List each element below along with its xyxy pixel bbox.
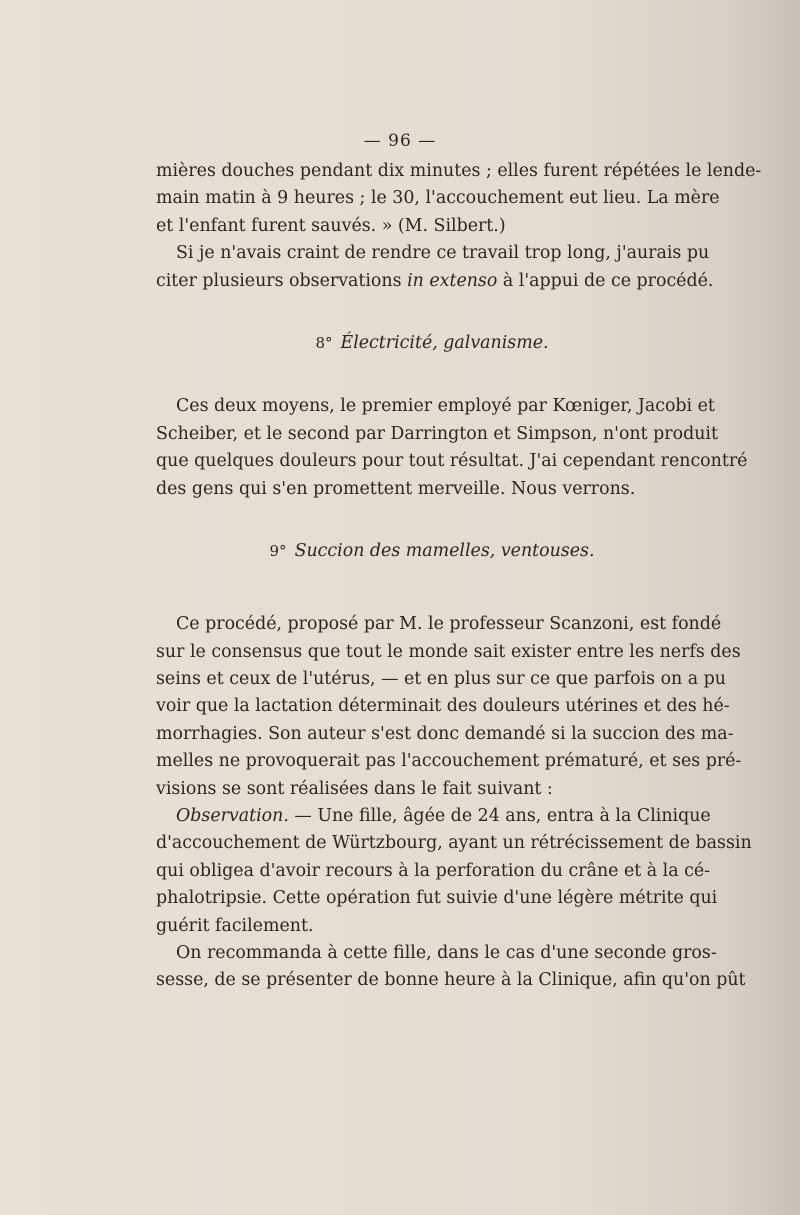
section-title: Succion des mamelles, ventouses. <box>294 540 595 561</box>
section-heading-8 <box>156 330 708 357</box>
text-line: sur le consensus que tout le monde sait exister entre les nerfs des <box>156 641 741 662</box>
text-line: qui obligea d'avoir recours à la perforation du crâne et à la cé- <box>156 860 711 881</box>
paragraph-4 <box>156 611 742 803</box>
paragraph-1 <box>156 158 762 240</box>
text-line: Ces deux moyens, le premier employé par Kœniger, Jacobi et <box>176 396 715 417</box>
text-line: sesse, de se présenter de bonne heure à la Clinique, afin qu'on pût <box>156 970 746 991</box>
text-run: citer plusieurs observations <box>156 270 408 291</box>
page-number: — 96 — <box>363 131 437 151</box>
text-run: — Une fille, âgée de 24 ans, entra à la Clinique <box>288 806 711 827</box>
italic-phrase: in extenso <box>407 270 498 291</box>
text-line: et l'enfant furent sauvés. » (M. Silbert.) <box>156 215 506 236</box>
text-line: que quelques douleurs pour tout résultat. J'ai cependant rencontré <box>156 451 748 472</box>
section-title: Électricité, galvanisme. <box>340 332 549 353</box>
observation-label: Observation. <box>176 806 289 827</box>
section-number: 8° <box>315 333 333 352</box>
text-line: visions se sont réalisées dans le fait suivant : <box>156 778 553 799</box>
paragraph-3 <box>156 393 748 503</box>
text-line: des gens qui s'en promettent merveille. Nous verrons. <box>156 478 636 499</box>
spacer <box>156 357 708 393</box>
spacer <box>156 295 708 330</box>
text-line: guérit facilement. <box>156 915 314 936</box>
text-line: seins et ceux de l'utérus, — et en plus sur ce que parfois on a pu <box>156 669 727 690</box>
text-line: Scheiber, et le second par Darrington et Simpson, n'ont produit <box>156 423 718 444</box>
text-line: melles ne provoquerait pas l'accouchement prématuré, et ses pré- <box>156 751 742 772</box>
text-line: main matin à 9 heures ; le 30, l'accouchement eut lieu. La mère <box>156 188 720 209</box>
text-line: Ce procédé, proposé par M. le professeur Scanzoni, est fondé <box>176 614 722 635</box>
text-line: phalotripsie. Cette opération fut suivie d'une légère métrite qui <box>156 888 718 909</box>
spacer <box>156 503 708 538</box>
paragraph-5 <box>156 940 746 995</box>
text-run: à l'appui de ce procédé. <box>497 270 714 291</box>
text-line <box>156 803 711 830</box>
text-line: d'accouchement de Würtzbourg, ayant un rétrécissement de bassin <box>156 833 752 854</box>
text-line: mières douches pendant dix minutes ; elles furent répétées le lende- <box>156 161 762 181</box>
section-number: 9° <box>269 541 287 560</box>
text-line <box>156 268 714 295</box>
page-body <box>156 158 762 995</box>
spacer <box>156 565 708 611</box>
text-line: morrhagies. Son auteur s'est donc demandé si la succion des ma- <box>156 723 734 744</box>
text-line: On recommanda à cette fille, dans le cas d'une seconde gros- <box>176 942 717 963</box>
text-line: Si je n'avais craint de rendre ce travail trop long, j'aurais pu <box>176 243 710 264</box>
paragraph-2 <box>156 240 714 295</box>
text-line: voir que la lactation déterminait des douleurs utérines et des hé- <box>156 696 730 717</box>
observation-paragraph <box>156 803 752 940</box>
section-heading-9 <box>156 538 708 565</box>
